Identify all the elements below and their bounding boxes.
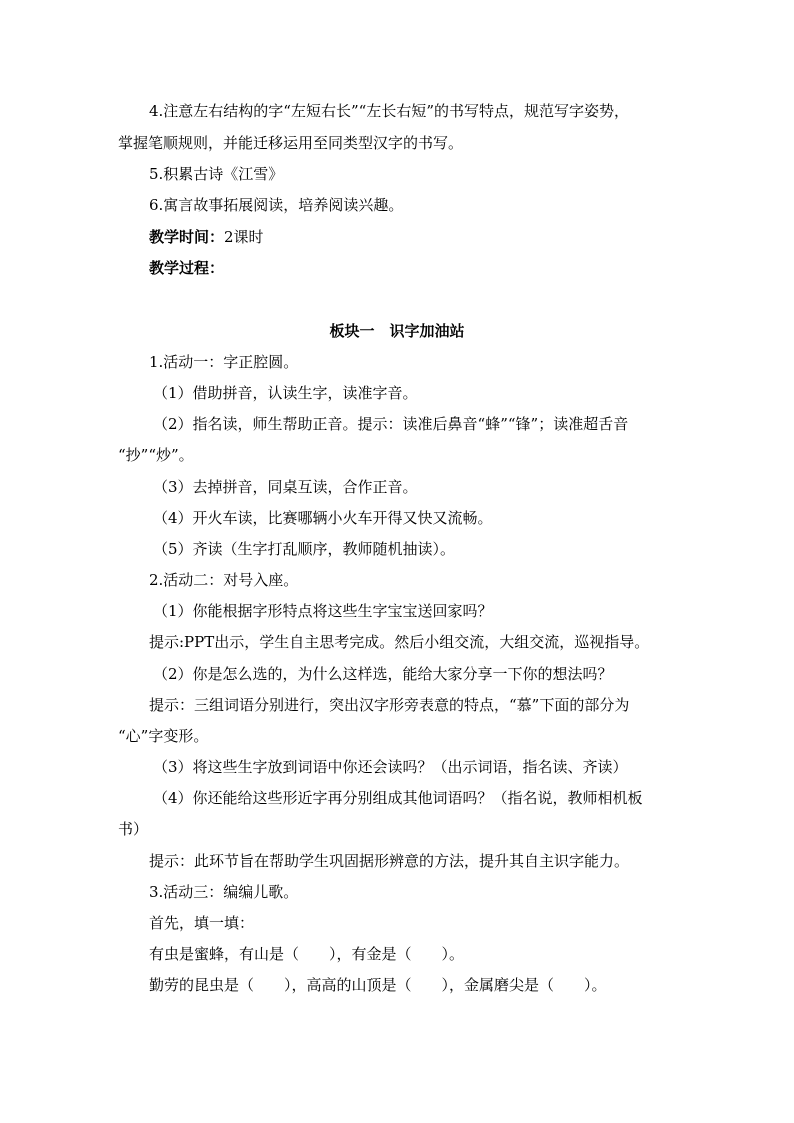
objective-4-line-1: 4.注意左右结构的字“左短右长”“左长右短”的书写特点，规范写字姿势， bbox=[149, 102, 629, 120]
teaching-time-value: 2课时 bbox=[224, 228, 264, 246]
teaching-time-label: 教学时间： bbox=[149, 228, 225, 246]
activity-2-title: 2.活动二：对号入座。 bbox=[149, 571, 299, 589]
teaching-process-label: 教学过程： bbox=[149, 259, 225, 277]
activity-3-fill-line-1: 有虫是蜜蜂，有山是（ ），有金是（ ）。 bbox=[149, 945, 465, 963]
activity-3-fill-line-2: 勤劳的昆虫是（ ），高高的山顶是（ ），金属磨尖是（ ）。 bbox=[149, 976, 607, 994]
activity-2-tip-2-line-2: “心”字变形。 bbox=[118, 727, 209, 745]
objective-5: 5.积累古诗《江雪》 bbox=[149, 165, 284, 183]
activity-3-title: 3.活动三：编编儿歌。 bbox=[149, 883, 299, 901]
activity-1-step-2-line-2: “抄”“炒”。 bbox=[118, 446, 194, 464]
objective-6: 6.寓言故事拓展阅读，培养阅读兴趣。 bbox=[149, 196, 404, 214]
activity-2-step-4-line-2: 书） bbox=[118, 820, 149, 838]
activity-2-tip-2-line-1: 提示：三组词语分别进行，突出汉字形旁表意的特点，“慕”下面的部分为 bbox=[149, 696, 630, 714]
activity-2-tip-3: 提示：此环节旨在帮助学生巩固据形辨意的方法，提升其自主识字能力。 bbox=[149, 852, 630, 870]
activity-2-step-4-line-1: （4）你还能给这些形近字再分别组成其他词语吗？（指名说，教师相机板 bbox=[153, 789, 643, 807]
activity-1-step-2-line-1: （2）指名读，师生帮助正音。提示：读准后鼻音“蜂”“锋”；读准超舌音 bbox=[153, 415, 629, 433]
teaching-time bbox=[149, 227, 264, 247]
activity-3-intro: 首先，填一填： bbox=[149, 914, 255, 932]
objective-4-line-2: 掌握笔顺规则，并能迁移运用至同类型汉字的书写。 bbox=[118, 134, 464, 152]
activity-1-step-3: （3）去掉拼音，同桌互读，合作正音。 bbox=[153, 478, 418, 496]
activity-2-step-3: （3）将这些生字放到词语中你还会读吗？（出示词语，指名读、齐读） bbox=[153, 758, 628, 776]
activity-2-step-1: （1）你能根据字形特点将这些生字宝宝送回家吗？ bbox=[153, 602, 493, 620]
activity-1-step-5: （5）齐读（生字打乱顺序，教师随机抽读）。 bbox=[153, 540, 456, 558]
section-heading: 板块一 识字加油站 bbox=[329, 322, 465, 340]
activity-1-title: 1.活动一：字正腔圆。 bbox=[149, 353, 299, 371]
activity-2-tip-1: 提示:PPT出示，学生自主思考完成。然后小组交流，大组交流，巡视指导。 bbox=[149, 633, 650, 651]
activity-1-step-4: （4）开火车读，比赛哪辆小火车开得又快又流畅。 bbox=[153, 509, 493, 527]
activity-1-step-1: （1）借助拼音，认读生字，读准字音。 bbox=[153, 384, 418, 402]
activity-2-step-2: （2）你是怎么选的，为什么这样选，能给大家分享一下你的想法吗？ bbox=[153, 665, 613, 683]
